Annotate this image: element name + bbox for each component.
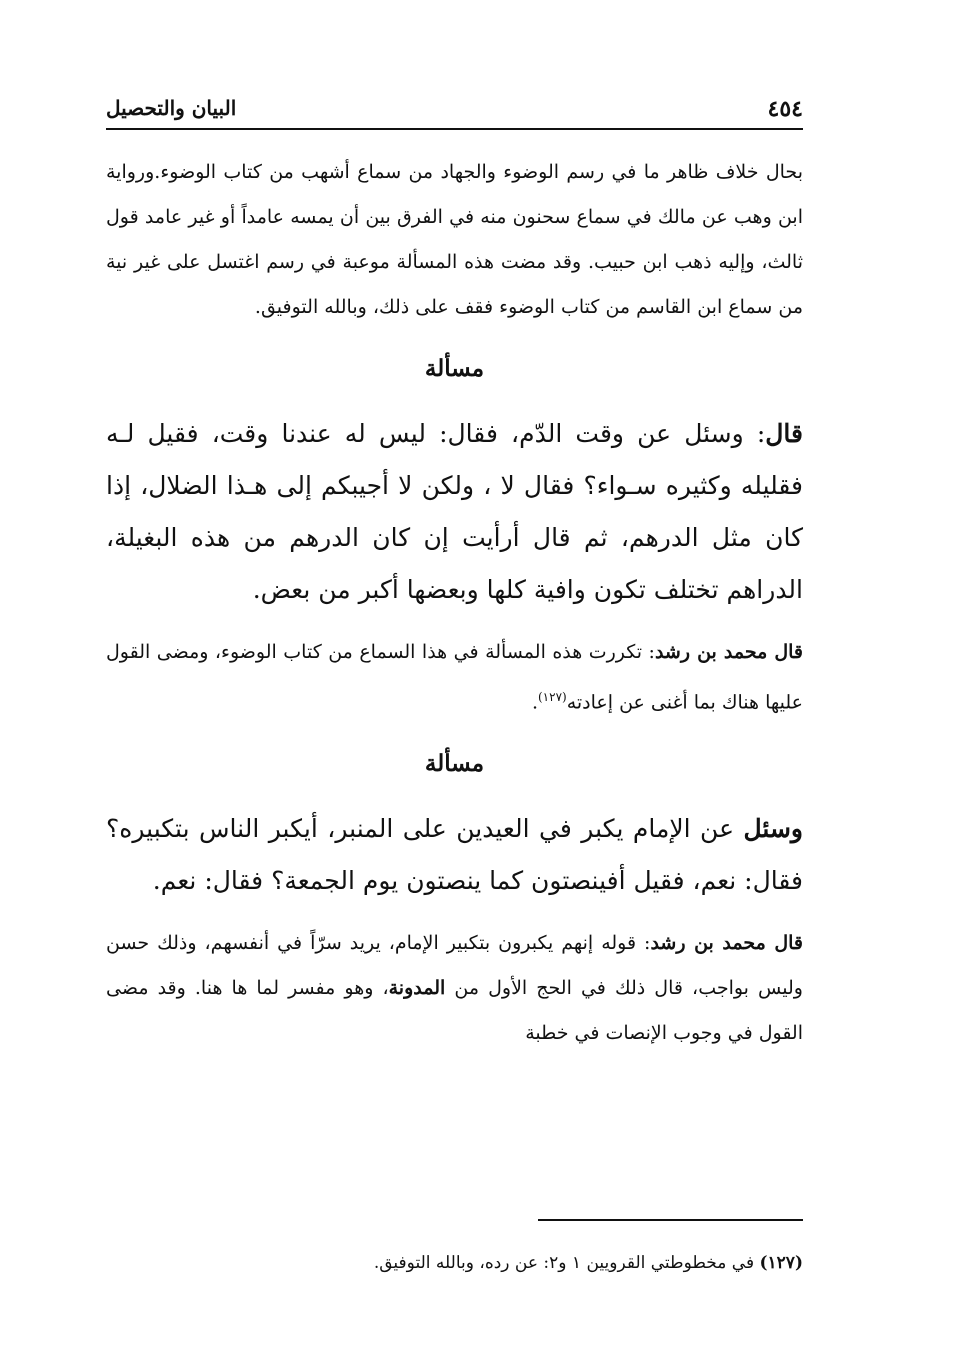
paragraph-1: بحال خلاف ظاهر ما في رسم الوضوء والجهاد من سماع أشهب من كتاب الوضوء.ورواية ابن وهب عن مالك في سماع سحنون منه في الفرق بين أن يمسه عامداً أو غير عامد قول ثالث، وإليه ذهب ابن حبيب. وقد مضت هذه المسألة موعبة في رسم اغتسل على غير نية من سماع ابن القاسم من كتاب الوضوء فقف على ذلك، وبالله التوفيق. [106, 161, 803, 318]
paragraph-5-lead: قال محمد بن رشد [650, 932, 804, 955]
footnote [106, 1248, 803, 1278]
paragraph-2-text: : وسئل عن وقت الدّم، فقال: ليس له عندنا وقت، فقيل لـه فقليله وكثيره سـواء؟ فقال لا ، ولكن لا أجيبكم إلى هـذا الضلال، إذا كان مثل الدرهم، ثم قال أرأيت إن كان الدرهم من هذه البغيلة، الدراهم تختلف تكون وافية كلها وبعضها أكبر من بعض. [106, 419, 803, 604]
footnote-reference: (١٢٧) [537, 690, 567, 704]
paragraph-4-lead: وسئل [743, 814, 803, 844]
paragraph-4-text: عن الإمام يكبر في العيدين على المنبر، أيكبر الناس بتكبيره؟ فقال: نعم، فقيل أفينصتون كما ينصتون يوم الجمعة؟ فقال: نعم. [106, 814, 803, 896]
paragraph-3 [106, 630, 803, 725]
paragraph-5-text-a: : قوله إنهم يكبرون بتكبير الإمام، يريد سرّاً في أنفسهم، وذلك حسن وليس بواجب، قال ذلك في الحج الأول من [106, 932, 803, 1000]
section-title: مسألة [424, 355, 485, 382]
footnote-number: (١٢٧) [759, 1253, 803, 1273]
book-title: البيان والتحصيل [106, 96, 237, 120]
footnote-text: في مخطوطتي القرويين ١ و٢: عن رده، وبالله التوفيق. [373, 1253, 760, 1273]
paragraph-2 [106, 408, 803, 616]
paragraph-3-lead: قال محمد بن رشد [654, 641, 803, 663]
footnote-divider [538, 1219, 803, 1221]
paragraph-3-end: . [531, 691, 538, 714]
paragraph-5-text-b: ، وهو مفسر لما ها هنا. وقد مضى القول في وجوب الإنصات في خطبة [106, 977, 803, 1045]
paragraph-5 [106, 921, 803, 1056]
page-number: ٤٥٤ [767, 96, 803, 122]
paragraph-3-text: : تكررت هذه المسألة في هذا السماع من كتاب الوضوء، ومضى القول عليها هناك بما أغنى عن إعادته [106, 641, 803, 714]
running-header [106, 92, 803, 130]
paragraph-2-lead: قال [765, 419, 803, 448]
section-title: مسألة [424, 750, 485, 778]
paragraph-5-bold: المدونة [388, 977, 446, 1000]
paragraph-4 [106, 803, 803, 907]
main-text [106, 150, 803, 1056]
